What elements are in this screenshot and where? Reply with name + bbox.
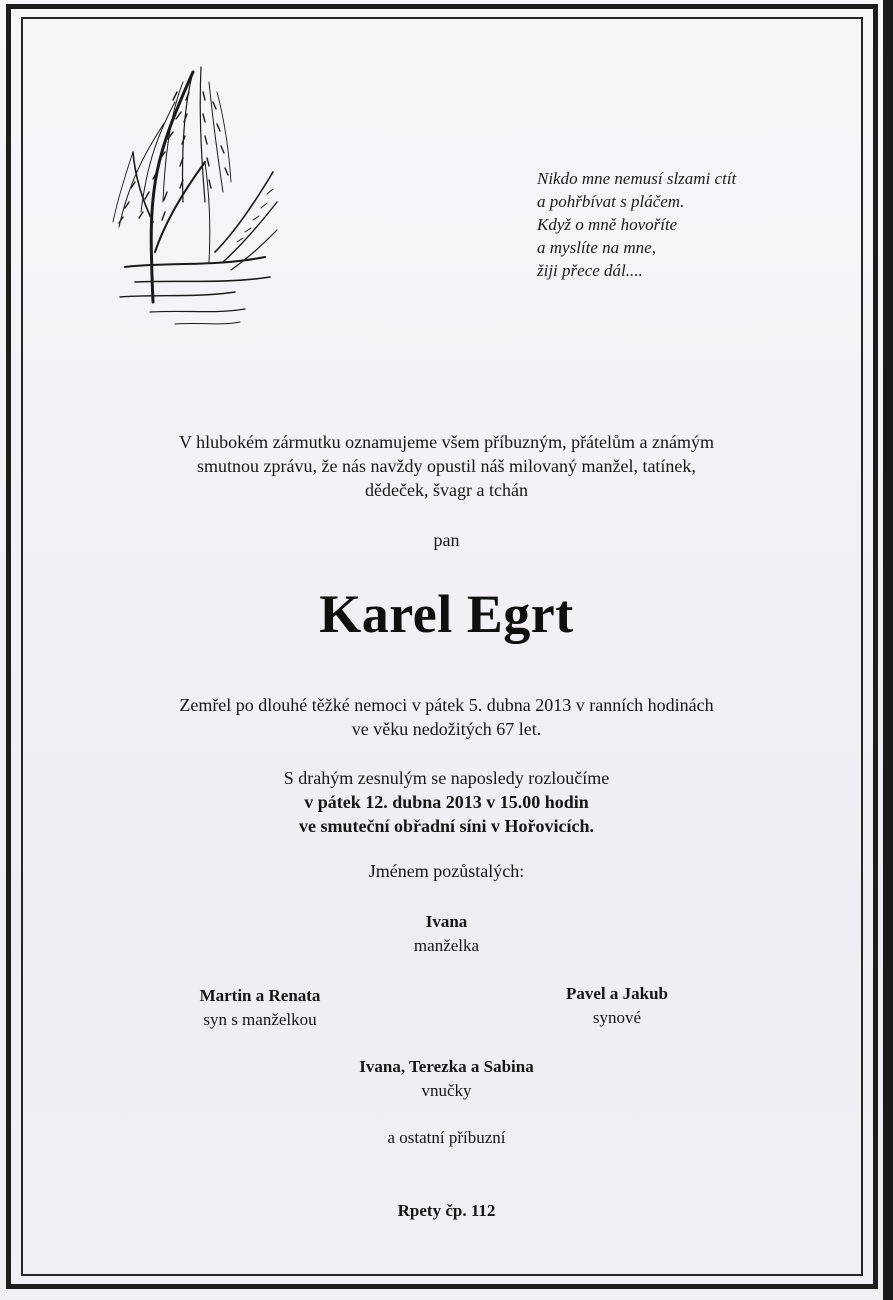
deceased-name: Karel Egrt	[319, 584, 574, 644]
funeral-date: v pátek 12. dubna 2013 v 15.00 hodin	[304, 792, 589, 812]
mourners-heading: Jménem pozůstalých:	[368, 861, 525, 881]
poem	[537, 167, 817, 282]
mourner-role: manželka	[413, 936, 480, 955]
mourner-role: vnučky	[421, 1081, 472, 1100]
other-relatives: a ostatní příbuzní	[387, 1128, 506, 1147]
mourner-role: syn s manželkou	[203, 1010, 317, 1029]
mourner-name: Ivana	[425, 912, 468, 931]
poem-line: a pohřbívat s pláčem.	[537, 192, 685, 211]
announcement-line: dědeček, švagr a tchán	[365, 480, 528, 500]
death-line: Zemřel po dlouhé těžké nemoci v pátek 5. dubna 2013 v ranních hodinách	[179, 695, 714, 715]
mourner-name: Pavel a Jakub	[565, 984, 669, 1003]
willow-tree-icon	[105, 52, 280, 332]
mourner-role: synové	[592, 1008, 642, 1027]
poem-line: Nikdo mne nemusí slzami ctít	[537, 169, 737, 188]
funeral-details	[0, 766, 893, 838]
death-line: ve věku nedožitých 67 let.	[351, 719, 542, 739]
poem-line: Když o mně hovoříte	[537, 215, 678, 234]
announcement-line: V hlubokém zármutku oznamujeme všem příbuzným, přátelům a známým	[178, 432, 715, 452]
scan-edge	[883, 0, 893, 1300]
mourner-sons	[517, 982, 717, 1030]
death-details	[0, 693, 893, 741]
funeral-place: ve smuteční obřadní síni v Hořovicích.	[298, 816, 594, 836]
poem-line: žiji přece dál....	[537, 261, 643, 280]
mourner-wife	[0, 910, 893, 958]
honorific: pan	[433, 530, 460, 550]
poem-line: a myslíte na mne,	[537, 238, 656, 257]
mourner-name: Ivana, Terezka a Sabina	[359, 1057, 534, 1076]
announcement-line: smutnou zprávu, že nás navždy opustil náš milovaný manžel, tatínek,	[197, 456, 696, 476]
announcement-text	[0, 430, 893, 502]
mourner-granddaughters	[0, 1055, 893, 1103]
mourner-son	[160, 984, 360, 1032]
mourner-name: Martin a Renata	[199, 986, 321, 1005]
funeral-intro: S drahým zesnulým se naposledy rozloučíme	[283, 768, 610, 788]
address: Rpety čp. 112	[397, 1201, 496, 1220]
